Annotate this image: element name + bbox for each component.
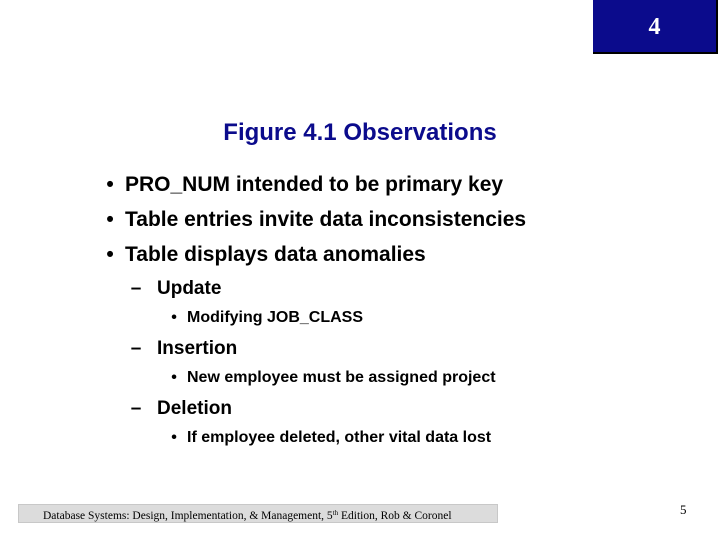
slide-title: Figure 4.1 Observations — [223, 119, 497, 146]
detail-text: If employee deleted, other vital data lost — [187, 429, 492, 446]
footer-book-suffix: Edition, Rob & Coronel — [338, 510, 452, 522]
bullet-marker: • — [171, 369, 177, 386]
footer-book-prefix: Database Systems: Design, Implementation, & Management, 5 — [43, 510, 333, 522]
detail-text: Modifying JOB_CLASS — [187, 309, 364, 326]
subbullet-text: Deletion — [157, 398, 232, 419]
subbullet-text: Update — [157, 278, 222, 299]
bullet-marker: • — [106, 243, 114, 266]
footer-edition-suffix: th — [332, 509, 339, 517]
page-number: 5 — [680, 502, 687, 517]
dash-marker: – — [130, 338, 142, 359]
subbullet-text: Insertion — [157, 338, 238, 359]
dash-marker: – — [130, 278, 142, 299]
bullet-marker: • — [106, 208, 114, 231]
bullet-marker: • — [171, 429, 177, 446]
footer-citation — [18, 504, 498, 523]
dash-marker: – — [130, 398, 142, 419]
detail-text: New employee must be assigned project — [187, 369, 496, 386]
chapter-number-box: 4 — [593, 0, 718, 54]
bullet-marker: • — [171, 309, 177, 326]
bullet-text: Table entries invite data inconsistencies — [125, 208, 527, 231]
bullet-text: Table displays data anomalies — [125, 243, 426, 266]
bullet-marker: • — [106, 173, 114, 196]
bullet-text: PRO_NUM intended to be primary key — [125, 173, 504, 196]
